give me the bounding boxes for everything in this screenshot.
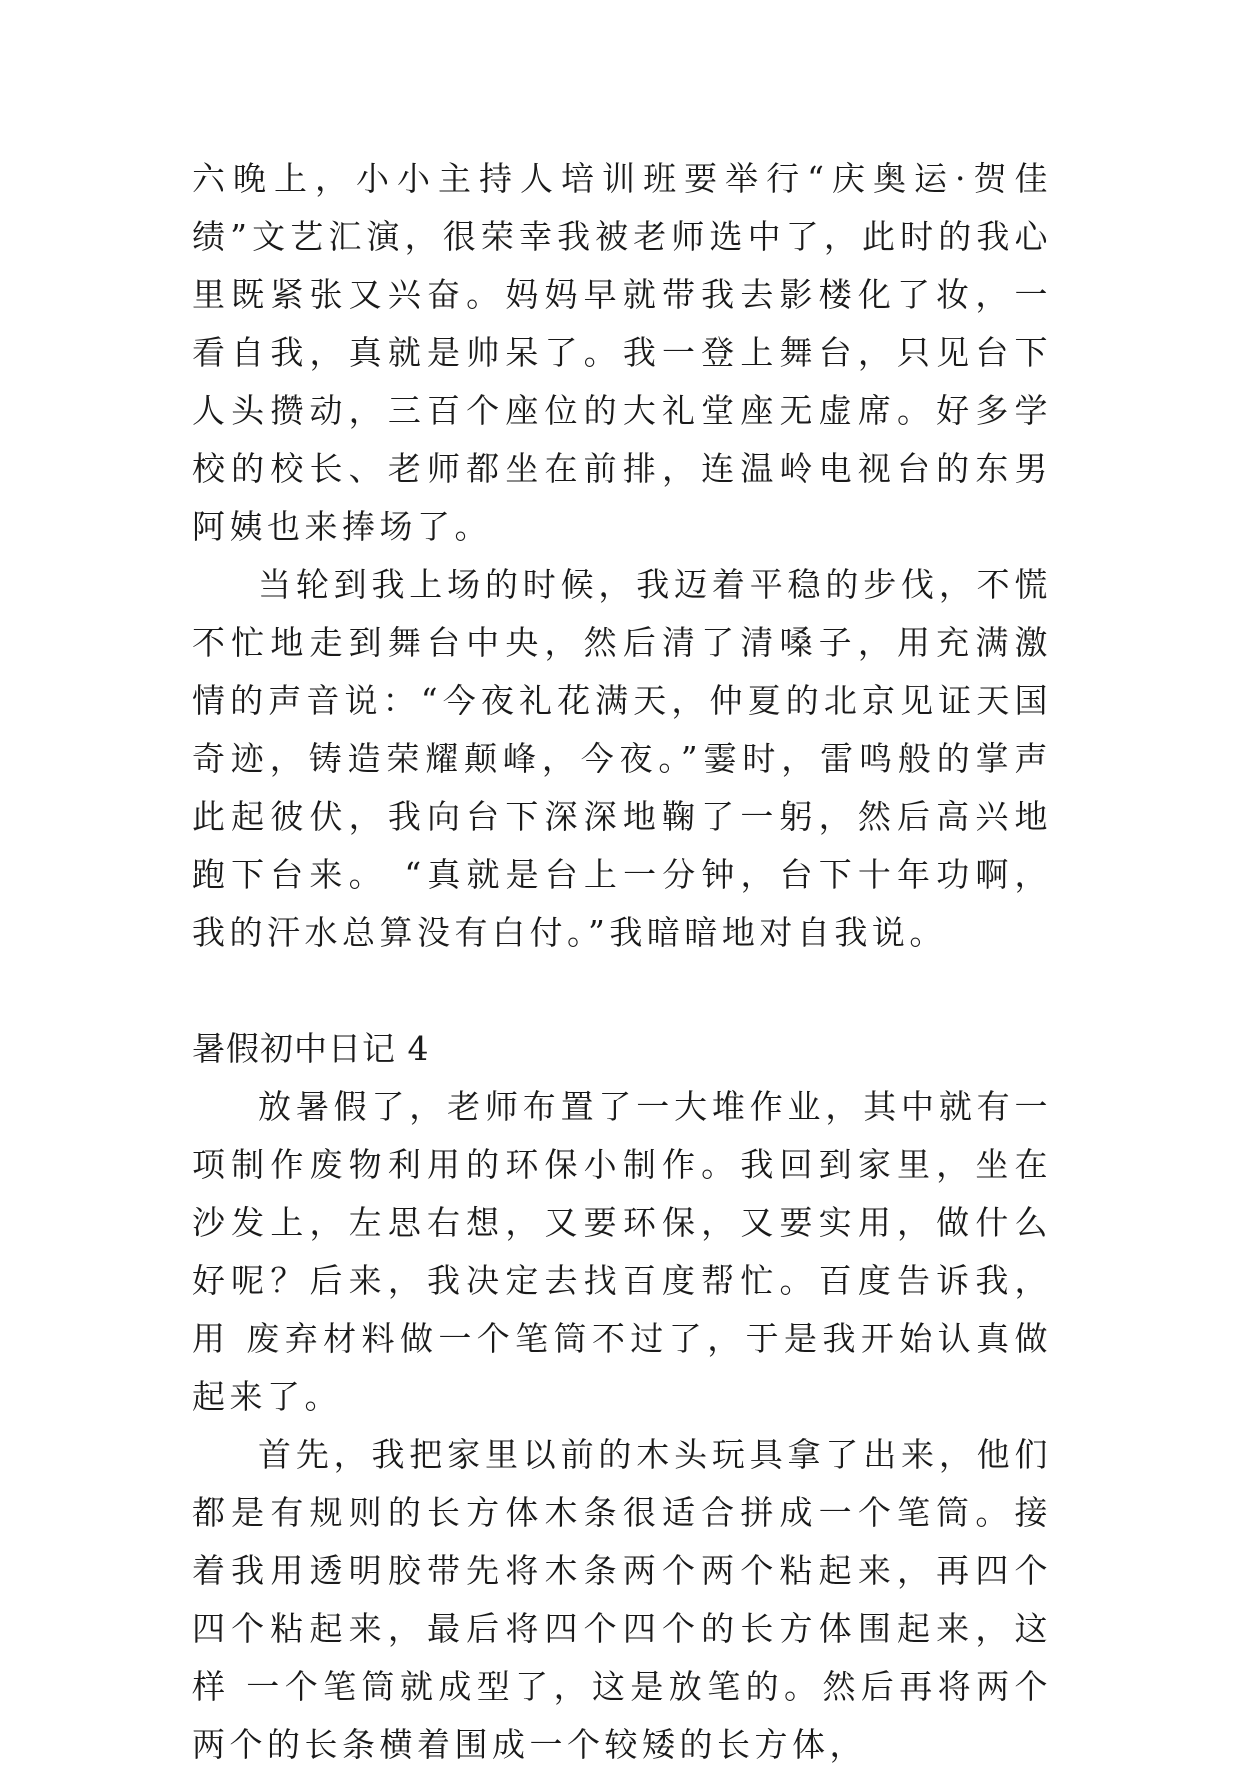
paragraph-stage-speech: 当轮到我上场的时候，我迈着平稳的步伐，不慌不忙地走到舞台中央，然后清了清嗓子，用充满激情的声音说：“今夜礼花满天，仲夏的北京见证天国奇迹，铸造荣耀颠峰，今夜。”霎时，雷鸣般的掌声此起彼伏，我向台下深深地鞠了一躬，然后高兴地跑下台来。 “真就是台上一分钟，台下十年功啊，我的汗水总算没有白付。”我暗暗地对自我说。	[192, 565, 1052, 952]
document-body	[192, 150, 1052, 1774]
paragraph-summer-homework: 放暑假了，老师布置了一大堆作业，其中就有一项制作废物利用的环保小制作。我回到家里，坐在沙发上，左思右想，又要环保，又要实用，做什么好呢？后来，我决定去找百度帮忙。百度告诉我，用 废弃材料做一个笔筒不过了，于是我开始认真做起来了。	[192, 1087, 1052, 1416]
section-heading-diary-4: 暑假初中日记 4	[192, 1029, 430, 1068]
paragraph-continued-performance: 六晚上，小小主持人培训班要举行“庆奥运·贺佳绩”文艺汇演，很荣幸我被老师选中了，此时的我心里既紧张又兴奋。妈妈早就带我去影楼化了妆，一看自我，真就是帅呆了。我一登上舞台，只见台下人头攒动，三百个座位的大礼堂座无虚席。好多学校的校长、老师都坐在前排，连温岭电视台的东男阿姨也来捧场了。	[192, 159, 1052, 546]
paragraph-pen-holder-steps: 首先，我把家里以前的木头玩具拿了出来，他们都是有规则的长方体木条很适合拼成一个笔筒。接着我用透明胶带先将木条两个两个粘起来，再四个四个粘起来，最后将四个四个的长方体围起来，这样 一个笔筒就成型了，这是放笔的。然后再将两个两个的长条横着围成一个较矮的长方体，	[192, 1435, 1052, 1764]
